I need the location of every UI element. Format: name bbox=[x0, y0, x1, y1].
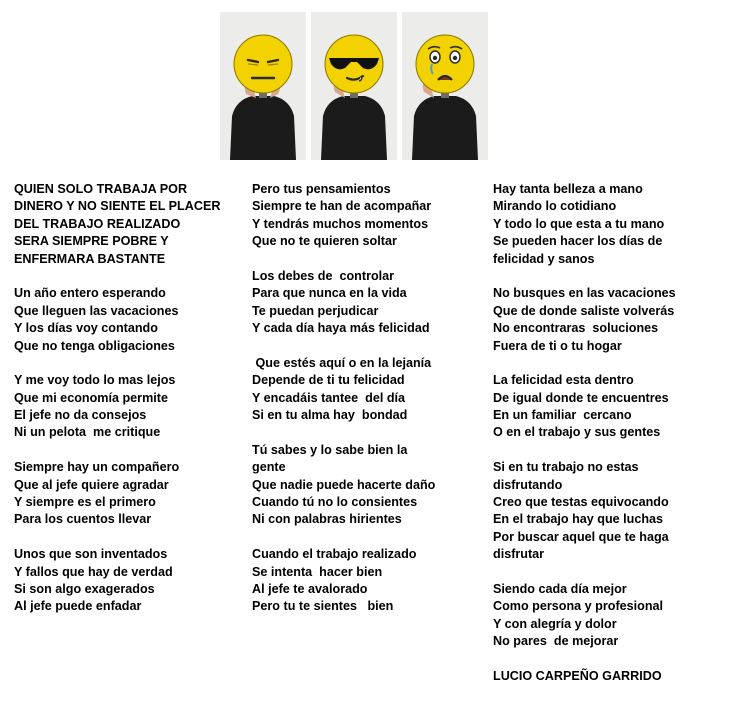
poem-line: Unos que son inventados bbox=[14, 547, 168, 562]
poem-line: Tú sabes y lo sabe bien la bbox=[252, 442, 408, 457]
stanza-gap bbox=[14, 355, 220, 372]
poem-column-2 bbox=[252, 181, 435, 616]
poem-line: gente bbox=[252, 460, 286, 475]
poem-line: ENFERMARA BASTANTE bbox=[14, 251, 166, 266]
stanza-gap bbox=[14, 442, 220, 459]
poem-line: QUIEN SOLO TRABAJA POR bbox=[14, 182, 188, 196]
stanza-gap bbox=[493, 268, 676, 285]
poem-line: No pares de mejorar bbox=[493, 634, 619, 649]
stanza-gap bbox=[252, 424, 435, 441]
poem-line: Siendo cada día mejor bbox=[493, 581, 627, 596]
poem-line: Se pueden hacer los días de bbox=[493, 234, 663, 249]
poem-line: Para que nunca en la vida bbox=[252, 286, 407, 301]
poem-line: Un año entero esperando bbox=[14, 286, 166, 301]
stanza-gap bbox=[493, 564, 676, 581]
poem-line: O en el trabajo y sus gentes bbox=[493, 425, 661, 440]
poem-line: El jefe no da consejos bbox=[14, 408, 147, 423]
poem-line: Para los cuentos llevar bbox=[14, 512, 152, 527]
poem-line: Que de donde saliste volverás bbox=[493, 303, 675, 318]
poem-line: En el trabajo hay que luchas bbox=[493, 512, 664, 527]
poem-column-3 bbox=[493, 181, 676, 685]
photo-crying-face bbox=[402, 12, 488, 160]
poem-line: Que lleguen las vacaciones bbox=[14, 303, 179, 318]
poem-line: Depende de ti tu felicidad bbox=[252, 373, 405, 388]
stanza-gap bbox=[493, 355, 676, 372]
poem-line: Si en tu trabajo no estas bbox=[493, 460, 639, 475]
poem-line: Pero tu te sientes bien bbox=[252, 599, 394, 614]
poem-line: Fuera de ti o tu hogar bbox=[493, 338, 622, 353]
crying-emoji-mask-icon bbox=[416, 35, 474, 93]
poem-line: Te puedan perjudicar bbox=[252, 303, 379, 318]
stanza-gap bbox=[493, 442, 676, 459]
poem-line: Y encadáis tantee del día bbox=[252, 390, 406, 405]
poem-line: Al jefe te avalorado bbox=[252, 581, 368, 596]
poem-line: Hay tanta belleza a mano bbox=[493, 182, 643, 196]
poem-line: Ni con palabras hirientes bbox=[252, 512, 402, 527]
photo-neutral-face bbox=[220, 12, 306, 160]
poem-line: Al jefe puede enfadar bbox=[14, 599, 142, 614]
poem-line: Y fallos que hay de verdad bbox=[14, 564, 173, 579]
poem-line: DINERO Y NO SIENTE EL PLACER bbox=[14, 199, 221, 214]
poem-line: Que nadie puede hacerte daño bbox=[252, 477, 436, 492]
sunglasses-emoji-mask-icon bbox=[325, 35, 383, 93]
poem-line: Pero tus pensamientos bbox=[252, 182, 391, 196]
author-signature: LUCIO CARPEÑO GARRIDO bbox=[493, 668, 662, 683]
poem-line: Se intenta hacer bien bbox=[252, 564, 383, 579]
poem-line: disfrutando bbox=[493, 477, 563, 492]
poem-line: DEL TRABAJO REALIZADO bbox=[14, 216, 181, 231]
poem-line: Y con alegría y dolor bbox=[493, 616, 617, 631]
poem-line: Y los días voy contando bbox=[14, 321, 158, 336]
poem-line: No encontraras soluciones bbox=[493, 321, 659, 336]
poem-line: Y tendrás muchos momentos bbox=[252, 216, 429, 231]
poem-line: Y cada día haya más felicidad bbox=[252, 321, 430, 336]
poem-line: En un familiar cercano bbox=[493, 408, 632, 423]
stanza-gap bbox=[252, 251, 435, 268]
poem-column-1 bbox=[14, 181, 220, 616]
poem-line: Que estés aquí o en la lejanía bbox=[252, 355, 432, 370]
poem-line: Como persona y profesional bbox=[493, 599, 664, 614]
poem-line: Por buscar aquel que te haga bbox=[493, 529, 669, 544]
stanza-gap bbox=[14, 529, 220, 546]
poem-line: Y todo lo que esta a tu mano bbox=[493, 216, 665, 231]
poem-line: Cuando tú no lo consientes bbox=[252, 495, 418, 510]
stanza-gap bbox=[252, 338, 435, 355]
poem-line: Ni un pelota me critique bbox=[14, 425, 161, 440]
poem-line: Siempre hay un compañero bbox=[14, 460, 180, 475]
poem-line: La felicidad esta dentro bbox=[493, 373, 634, 388]
photo-strip bbox=[220, 12, 488, 160]
poem-line: SERA SIEMPRE POBRE Y bbox=[14, 234, 169, 249]
poem-line: Creo que testas equivocando bbox=[493, 495, 669, 510]
stanza-gap bbox=[493, 651, 676, 668]
poem-line: felicidad y sanos bbox=[493, 251, 595, 266]
neutral-emoji-mask-icon bbox=[234, 35, 292, 93]
poem-line: Que no te quieren soltar bbox=[252, 234, 397, 249]
poem-line: Mirando lo cotidiano bbox=[493, 199, 617, 214]
poem-line: Y me voy todo lo mas lejos bbox=[14, 373, 176, 388]
photo-sunglasses-face bbox=[311, 12, 397, 160]
poem-line: No busques en las vacaciones bbox=[493, 286, 676, 301]
stanza-gap bbox=[252, 529, 435, 546]
poem-line: Si son algo exagerados bbox=[14, 581, 155, 596]
poem-line: Si en tu alma hay bondad bbox=[252, 408, 408, 423]
poem-line: Cuando el trabajo realizado bbox=[252, 547, 417, 562]
poem-line: De igual donde te encuentres bbox=[493, 390, 669, 405]
poem-line: Siempre te han de acompañar bbox=[252, 199, 432, 214]
poem-line: Que no tenga obligaciones bbox=[14, 338, 175, 353]
stanza-gap bbox=[14, 268, 220, 285]
poem-line: Y siempre es el primero bbox=[14, 495, 156, 510]
poem-line: Que mi economía permite bbox=[14, 390, 168, 405]
poem-line: Que al jefe quiere agradar bbox=[14, 477, 169, 492]
poem-line: Los debes de controlar bbox=[252, 268, 395, 283]
poem-line: disfrutar bbox=[493, 547, 545, 562]
